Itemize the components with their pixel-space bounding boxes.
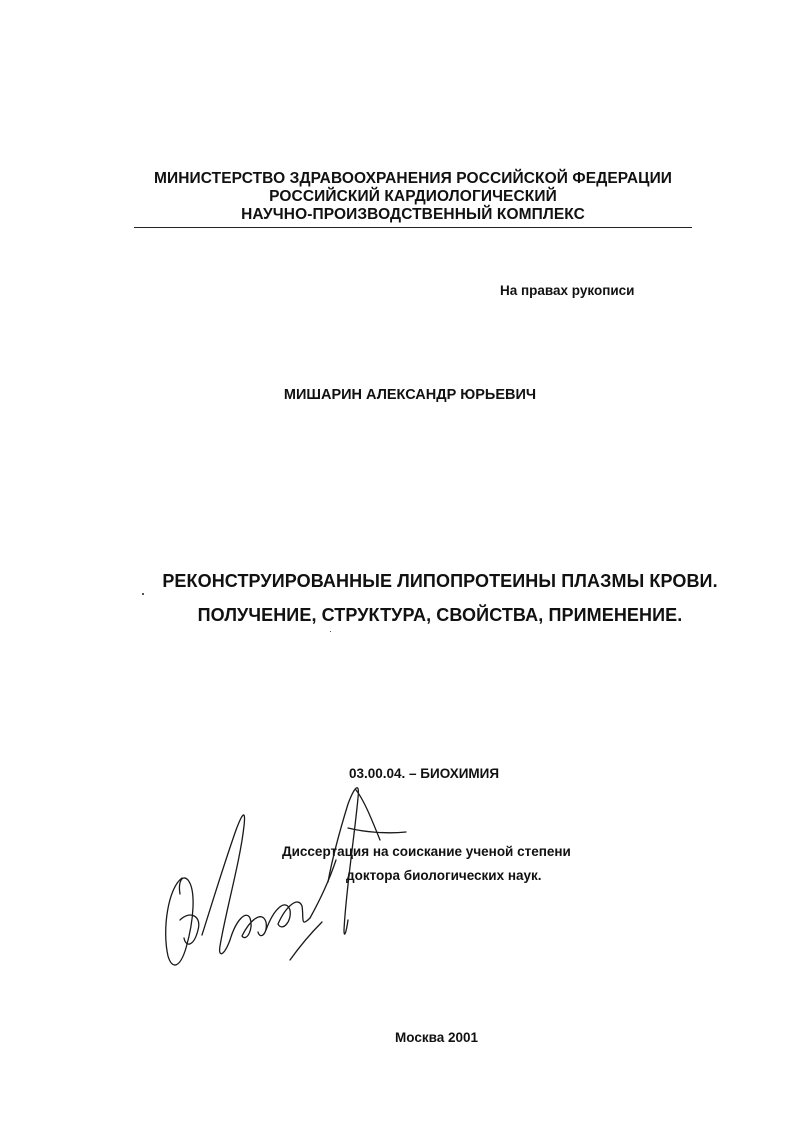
author-name: МИШАРИН АЛЕКСАНДР ЮРЬЕВИЧ: [283, 387, 537, 403]
scan-speck: [142, 593, 144, 595]
degree-line-2: доктора биологических наук.: [346, 868, 542, 883]
specialty-code: 03.00.04. – БИОХИМИЯ: [349, 766, 500, 781]
signature-icon: [150, 770, 440, 980]
header-divider: [134, 227, 692, 228]
thesis-title-line-2: ПОЛУЧЕНИЕ, СТРУКТУРА, СВОЙСТВА, ПРИМЕНЕНИЕ.: [197, 605, 683, 625]
thesis-title-line-1: РЕКОНСТРУИРОВАННЫЕ ЛИПОПРОТЕИНЫ ПЛАЗМЫ КРОВИ.: [162, 571, 718, 591]
header-institute: РОССИЙСКИЙ КАРДИОЛОГИЧЕСКИЙ: [269, 188, 557, 205]
header-complex: НАУЧНО-ПРОИЗВОДСТВЕННЫЙ КОМПЛЕКС: [241, 206, 585, 223]
scan-speck: [330, 631, 331, 632]
manuscript-note: На правах рукописи: [500, 283, 635, 298]
city-year: Москва 2001: [395, 1030, 478, 1045]
degree-line-1: Диссертация на соискание ученой степени: [282, 844, 571, 859]
header-ministry: МИНИСТЕРСТВО ЗДРАВООХРАНЕНИЯ РОССИЙСКОЙ ФЕДЕРАЦИИ: [153, 170, 673, 187]
